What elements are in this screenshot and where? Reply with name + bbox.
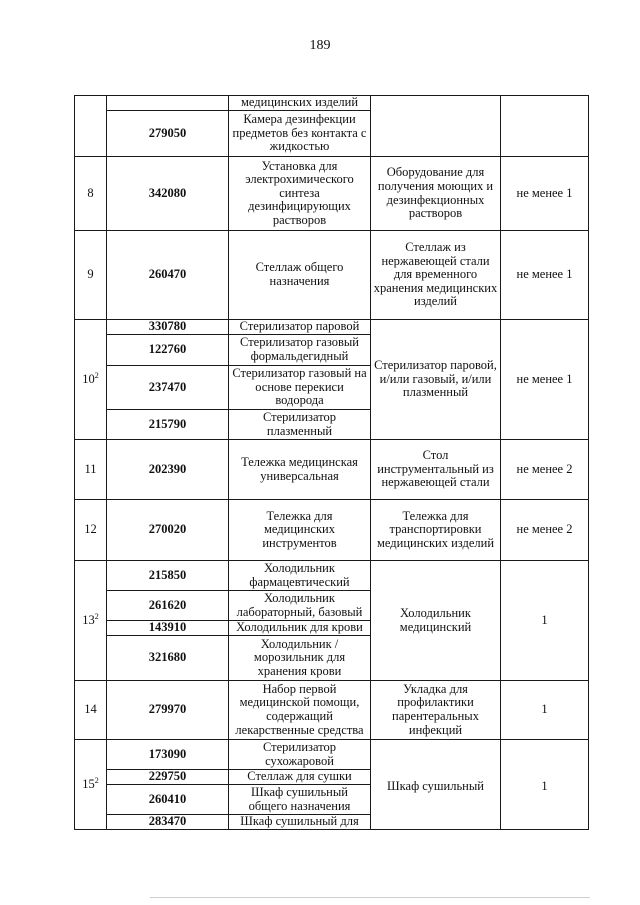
page-bottom-divider xyxy=(150,897,590,898)
row-number-cell xyxy=(75,320,107,440)
equipment-cell: Стол инструментальный из нержавеющей стали xyxy=(371,440,501,500)
quantity-cell: не менее 2 xyxy=(501,440,589,500)
name-cell: Стерилизатор газовый на основе перекиси водорода xyxy=(229,366,371,410)
name-cell: Шкаф сушильный общего назначения xyxy=(229,785,371,815)
name-cell: Стеллаж для сушки xyxy=(229,770,371,785)
row-number-cell: 14 xyxy=(75,681,107,740)
row-number-cell xyxy=(75,96,107,157)
equipment-cell: Шкаф сушильный xyxy=(371,740,501,830)
quantity-cell xyxy=(501,96,589,157)
table-row xyxy=(75,157,589,231)
table-row xyxy=(75,320,589,335)
code-cell: 229750 xyxy=(107,770,229,785)
row-number-cell: 9 xyxy=(75,231,107,320)
table-row xyxy=(75,231,589,320)
row-number-superscript: 2 xyxy=(94,775,99,785)
equipment-cell: Холодильник медицинский xyxy=(371,561,501,681)
name-cell: Стерилизатор газовый формальдегидный xyxy=(229,335,371,366)
quantity-cell: 1 xyxy=(501,681,589,740)
row-number: 13 xyxy=(82,612,95,627)
name-cell: Стерилизатор сухожаровой xyxy=(229,740,371,770)
quantity-cell: не менее 2 xyxy=(501,500,589,561)
quantity-cell: 1 xyxy=(501,561,589,681)
row-number-cell xyxy=(75,561,107,681)
equipment-cell: Стерилизатор паровой, и/или газовый, и/или плазменный xyxy=(371,320,501,440)
quantity-cell: не менее 1 xyxy=(501,157,589,231)
name-cell: Тележка для медицинских инструментов xyxy=(229,500,371,561)
code-cell: 122760 xyxy=(107,335,229,366)
equipment-cell: Стеллаж из нержавеющей стали для временного хранения медицинских изделий xyxy=(371,231,501,320)
row-number-cell xyxy=(75,740,107,830)
code-cell: 342080 xyxy=(107,157,229,231)
code-cell: 143910 xyxy=(107,621,229,636)
table-row xyxy=(75,740,589,770)
code-cell: 279970 xyxy=(107,681,229,740)
quantity-cell: не менее 1 xyxy=(501,320,589,440)
equipment-cell: Оборудование для получения моющих и дезинфекционных растворов xyxy=(371,157,501,231)
code-cell: 260410 xyxy=(107,785,229,815)
name-cell: Установка для электрохимического синтеза дезинфицирующих растворов xyxy=(229,157,371,231)
name-cell: Камера дезинфекции предметов без контакта с жидкостью xyxy=(229,111,371,157)
equipment-cell: Укладка для профилактики парентеральных инфекций xyxy=(371,681,501,740)
name-cell: Холодильник для крови xyxy=(229,621,371,636)
name-cell: Стерилизатор паровой xyxy=(229,320,371,335)
name-cell: Шкаф сушильный для xyxy=(229,815,371,830)
table-row xyxy=(75,440,589,500)
code-cell: 330780 xyxy=(107,320,229,335)
row-number-superscript: 2 xyxy=(94,611,99,621)
name-cell: медицинских изделий xyxy=(229,96,371,111)
name-cell: Набор первой медицинской помощи, содержащий лекарственные средства xyxy=(229,681,371,740)
name-cell: Стерилизатор плазменный xyxy=(229,410,371,440)
equipment-cell xyxy=(371,96,501,157)
row-number-cell: 12 xyxy=(75,500,107,561)
name-cell: Тележка медицинская универсальная xyxy=(229,440,371,500)
table-row xyxy=(75,500,589,561)
code-cell: 202390 xyxy=(107,440,229,500)
code-cell: 270020 xyxy=(107,500,229,561)
quantity-cell: не менее 1 xyxy=(501,231,589,320)
code-cell: 173090 xyxy=(107,740,229,770)
quantity-cell: 1 xyxy=(501,740,589,830)
row-number-cell: 8 xyxy=(75,157,107,231)
table-row xyxy=(75,561,589,591)
row-number-superscript: 2 xyxy=(94,370,99,380)
code-cell: 215790 xyxy=(107,410,229,440)
row-number: 10 xyxy=(82,371,95,386)
code-cell xyxy=(107,96,229,111)
name-cell: Холодильник /морозильник для хранения крови xyxy=(229,636,371,681)
row-number: 15 xyxy=(82,776,95,791)
page-number: 189 xyxy=(309,38,331,53)
equipment-table xyxy=(74,95,589,830)
equipment-cell: Тележка для транспортировки медицинских изделий xyxy=(371,500,501,561)
table-row xyxy=(75,96,589,111)
name-cell: Холодильник лабораторный, базовый xyxy=(229,591,371,621)
code-cell: 279050 xyxy=(107,111,229,157)
code-cell: 215850 xyxy=(107,561,229,591)
code-cell: 260470 xyxy=(107,231,229,320)
table-row xyxy=(75,681,589,740)
code-cell: 261620 xyxy=(107,591,229,621)
row-number-cell: 11 xyxy=(75,440,107,500)
name-cell: Стеллаж общего назначения xyxy=(229,231,371,320)
code-cell: 283470 xyxy=(107,815,229,830)
name-cell: Холодильник фармацевтический xyxy=(229,561,371,591)
code-cell: 237470 xyxy=(107,366,229,410)
code-cell: 321680 xyxy=(107,636,229,681)
